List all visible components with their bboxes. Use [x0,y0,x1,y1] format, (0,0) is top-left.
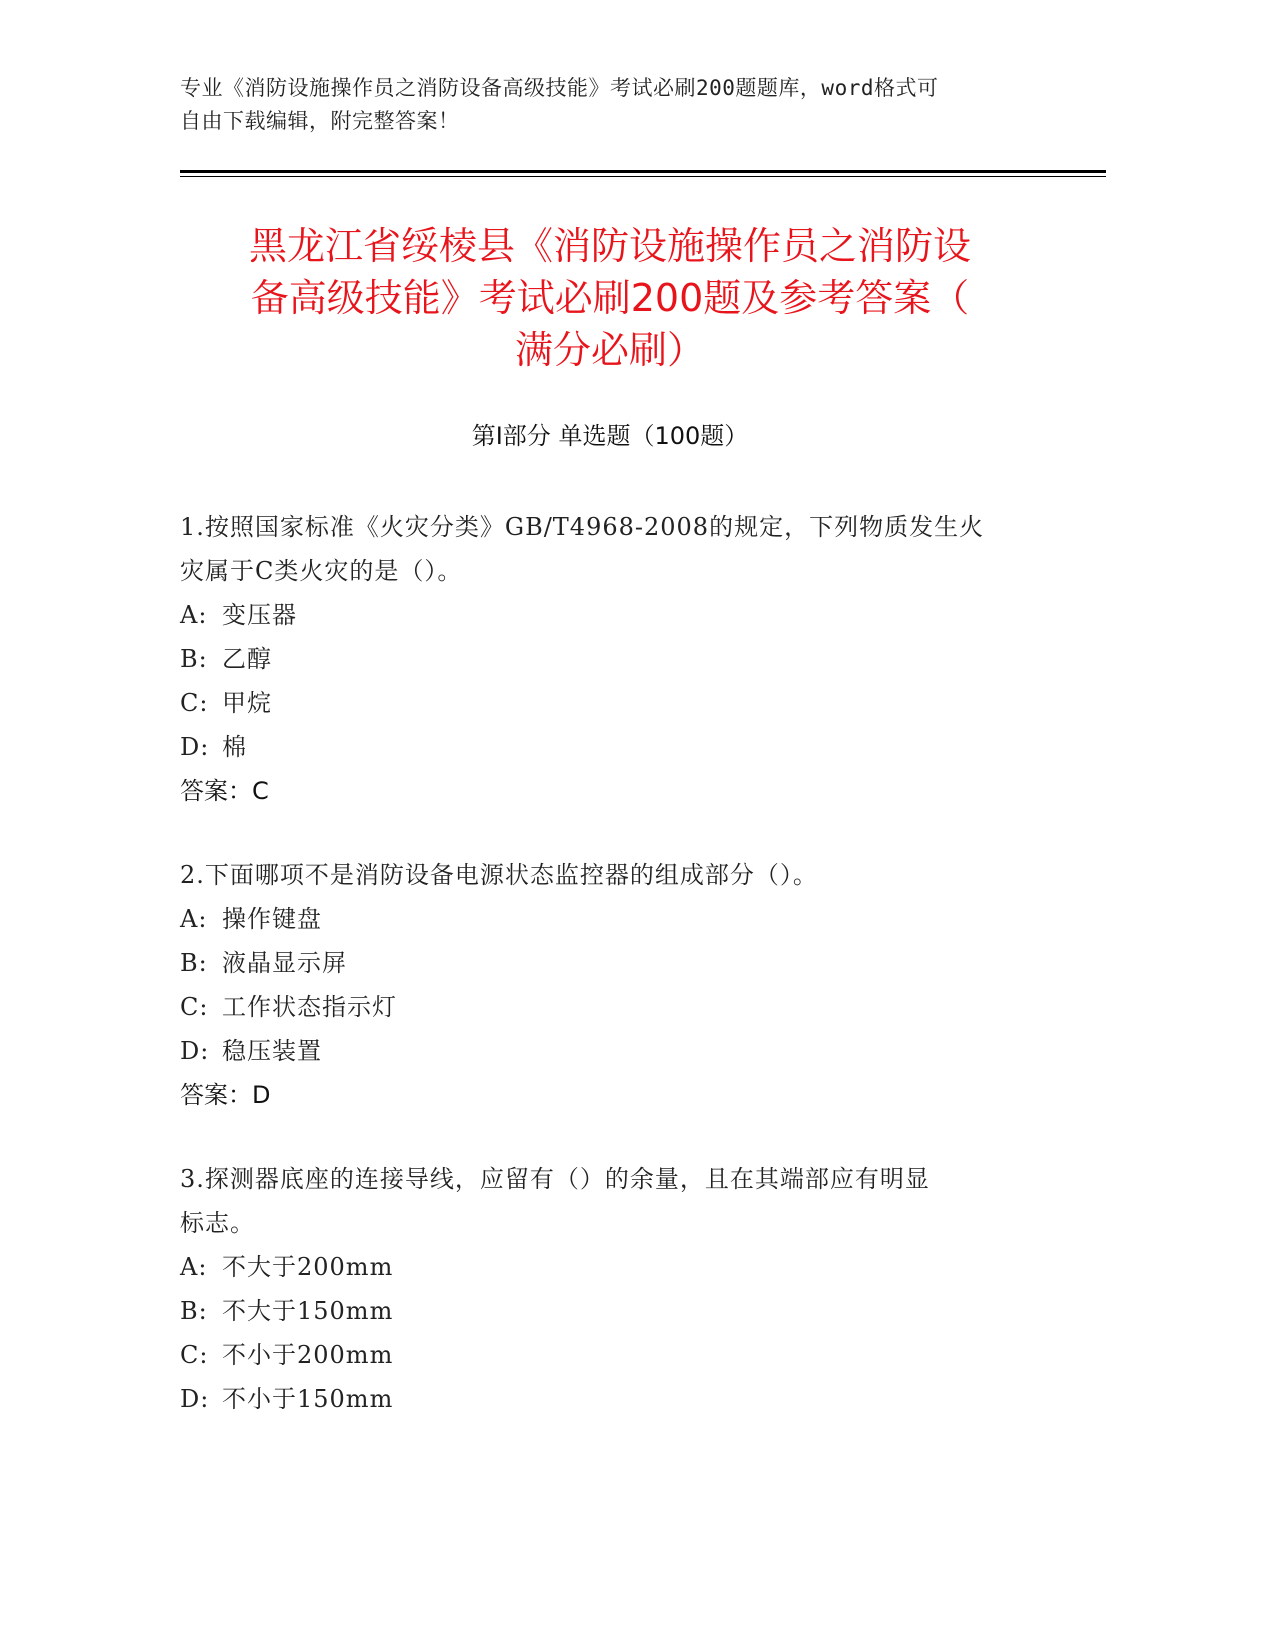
option-a [180,593,1040,637]
option-d [180,1029,1040,1073]
question-2 [180,853,1040,1117]
document-title-line: 满分必刷） [514,328,705,372]
header-divider-thin [180,176,1106,177]
option-c [180,985,1040,1029]
question-stem-line: 3.探测器底座的连接导线，应留有（）的余量，且在其端部应有明显 [180,1165,930,1193]
section-title: 第I部分 单选题（100题） [471,422,749,450]
option-key: B: [180,1297,208,1325]
option-d [180,725,1040,769]
question-stem-line: 2.下面哪项不是消防设备电源状态监控器的组成部分（）。 [180,861,818,889]
option-b [180,637,1040,681]
option-b [180,941,1040,985]
header-note-line: 专业《消防设施操作员之消防设备高级技能》考试必刷200题题库，word格式可 [180,76,939,100]
option-key: A: [180,905,208,933]
document-title-line: 备高级技能》考试必刷200题及参考答案（ [250,276,970,320]
question-stem-line: 标志。 [180,1209,255,1237]
option-key: B: [180,949,208,977]
option-key: C: [180,689,209,717]
question-stem-line: 灾属于C类火灾的是（）。 [180,557,463,585]
option-b [180,1289,1040,1333]
header-divider-thick [180,170,1106,173]
answer: 答案：C [180,777,269,805]
document-title [180,220,1040,376]
option-key: C: [180,1341,209,1369]
option-text: 操作键盘 [222,905,322,933]
option-key: B: [180,645,208,673]
option-text: 不大于150mm [222,1297,394,1325]
question-stem [180,505,1040,593]
option-d [180,1377,1040,1421]
option-a [180,897,1040,941]
option-text: 变压器 [222,601,297,629]
option-key: A: [180,601,208,629]
option-key: D: [180,1037,210,1065]
option-text: 不大于200mm [222,1253,394,1281]
option-text: 稳压装置 [222,1037,322,1065]
option-a [180,1245,1040,1289]
question-3 [180,1157,1040,1421]
header-note [180,72,1040,138]
option-key: D: [180,1385,210,1413]
option-key: A: [180,1253,208,1281]
header-note-line: 自由下载编辑，附完整答案！ [180,109,460,133]
option-text: 棉 [222,733,247,761]
option-text: 工作状态指示灯 [222,993,397,1021]
option-text: 不小于200mm [222,1341,394,1369]
question-stem [180,1157,1040,1245]
question-list [180,505,1040,1461]
document-title-line: 黑龙江省绥棱县《消防设施操作员之消防设 [248,224,971,268]
answer: 答案：D [180,1081,271,1109]
option-c [180,1333,1040,1377]
option-text: 不小于150mm [222,1385,394,1413]
option-text: 液晶显示屏 [222,949,347,977]
option-key: D: [180,733,210,761]
option-text: 乙醇 [222,645,272,673]
option-text: 甲烷 [222,689,272,717]
question-stem [180,853,1040,897]
question-stem-line: 1.按照国家标准《火灾分类》GB/T4968-2008的规定，下列物质发生火 [180,513,985,541]
question-1 [180,505,1040,813]
option-c [180,681,1040,725]
option-key: C: [180,993,209,1021]
